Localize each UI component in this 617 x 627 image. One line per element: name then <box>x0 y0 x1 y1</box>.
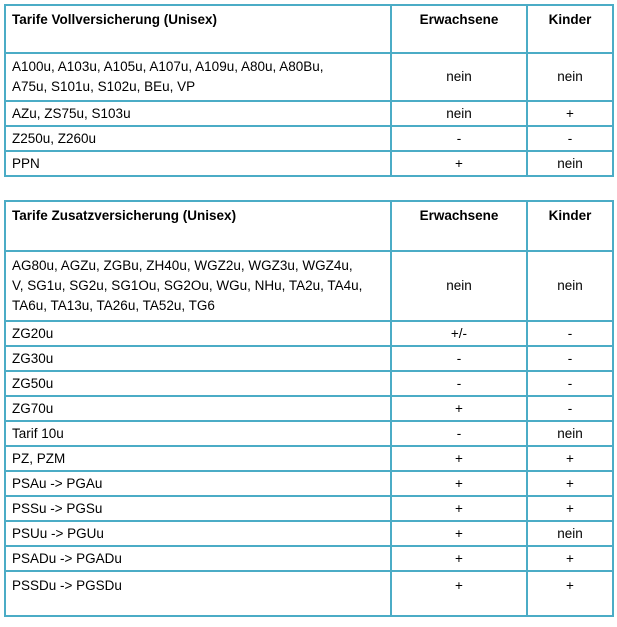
children-value: nein <box>527 521 613 546</box>
table-row <box>5 521 613 546</box>
header-adults: Erwachsene <box>391 201 527 251</box>
header-tariff-name: Tarife Vollversicherung (Unisex) <box>5 5 391 53</box>
children-value: + <box>527 571 613 616</box>
tariff-name-cell: PSUu -> PGUu <box>5 521 391 546</box>
table-row <box>5 151 613 176</box>
tariff-name-line: AG80u, AGZu, ZGBu, ZH40u, WGZ2u, WGZ3u, WGZ4u, <box>12 258 353 273</box>
tariff-name-line: TA6u, TA13u, TA26u, TA52u, TG6 <box>12 298 215 313</box>
table-row <box>5 346 613 371</box>
children-value: + <box>527 546 613 571</box>
header-children: Kinder <box>527 5 613 53</box>
table-row <box>5 571 613 616</box>
adults-value: nein <box>391 101 527 126</box>
table-header-row <box>5 5 613 53</box>
tariff-name-cell: PZ, PZM <box>5 446 391 471</box>
children-value: nein <box>527 421 613 446</box>
adults-value: + <box>391 496 527 521</box>
table-row <box>5 471 613 496</box>
children-value: + <box>527 471 613 496</box>
tariff-name-cell: PSADu -> PGADu <box>5 546 391 571</box>
children-value: nein <box>527 53 613 101</box>
header-tariff-name: Tarife Zusatzversicherung (Unisex) <box>5 201 391 251</box>
children-value: + <box>527 496 613 521</box>
table-row <box>5 101 613 126</box>
tariff-name-line: A100u, A103u, A105u, A107u, A109u, A80u, A80Bu, <box>12 59 324 74</box>
adults-value: - <box>391 346 527 371</box>
adults-value: + <box>391 571 527 616</box>
tariff-name-cell: PSSDu -> PGSDu <box>5 571 391 616</box>
children-value: - <box>527 371 613 396</box>
table-row <box>5 421 613 446</box>
tariff-name-cell: Tarif 10u <box>5 421 391 446</box>
tariff-name-line: V, SG1u, SG2u, SG1Ou, SG2Ou, WGu, NHu, TA2u, TA4u, <box>12 278 363 293</box>
table-row <box>5 321 613 346</box>
children-value: - <box>527 346 613 371</box>
tariff-name-cell: Z250u, Z260u <box>5 126 391 151</box>
tariff-name-cell <box>5 53 391 101</box>
adults-value: + <box>391 546 527 571</box>
table-row <box>5 53 613 101</box>
children-value: + <box>527 101 613 126</box>
adults-value: +/- <box>391 321 527 346</box>
header-adults: Erwachsene <box>391 5 527 53</box>
header-children: Kinder <box>527 201 613 251</box>
tariff-name-cell <box>5 251 391 321</box>
table-row <box>5 371 613 396</box>
tariff-name-cell: PSAu -> PGAu <box>5 471 391 496</box>
tariff-name-cell: PSSu -> PGSu <box>5 496 391 521</box>
children-value: - <box>527 396 613 421</box>
adults-value: nein <box>391 251 527 321</box>
table-row <box>5 496 613 521</box>
children-value: - <box>527 126 613 151</box>
children-value: - <box>527 321 613 346</box>
table-row <box>5 546 613 571</box>
adults-value: nein <box>391 53 527 101</box>
adults-value: + <box>391 446 527 471</box>
tariff-name-cell: ZG20u <box>5 321 391 346</box>
children-value: + <box>527 446 613 471</box>
adults-value: + <box>391 151 527 176</box>
children-value: nein <box>527 251 613 321</box>
adults-value: - <box>391 371 527 396</box>
tariff-name-cell: ZG30u <box>5 346 391 371</box>
supplementary-insurance-table <box>4 200 614 617</box>
adults-value: + <box>391 521 527 546</box>
adults-value: - <box>391 126 527 151</box>
table-row <box>5 446 613 471</box>
table-row <box>5 126 613 151</box>
adults-value: + <box>391 471 527 496</box>
table-header-row <box>5 201 613 251</box>
adults-value: + <box>391 396 527 421</box>
children-value: nein <box>527 151 613 176</box>
tariff-name-cell: AZu, ZS75u, S103u <box>5 101 391 126</box>
table-row <box>5 396 613 421</box>
tariff-name-cell: ZG70u <box>5 396 391 421</box>
tariff-name-cell: ZG50u <box>5 371 391 396</box>
table-row <box>5 251 613 321</box>
tariff-name-line: A75u, S101u, S102u, BEu, VP <box>12 79 196 94</box>
full-insurance-table <box>4 4 614 177</box>
tariff-name-cell: PPN <box>5 151 391 176</box>
adults-value: - <box>391 421 527 446</box>
